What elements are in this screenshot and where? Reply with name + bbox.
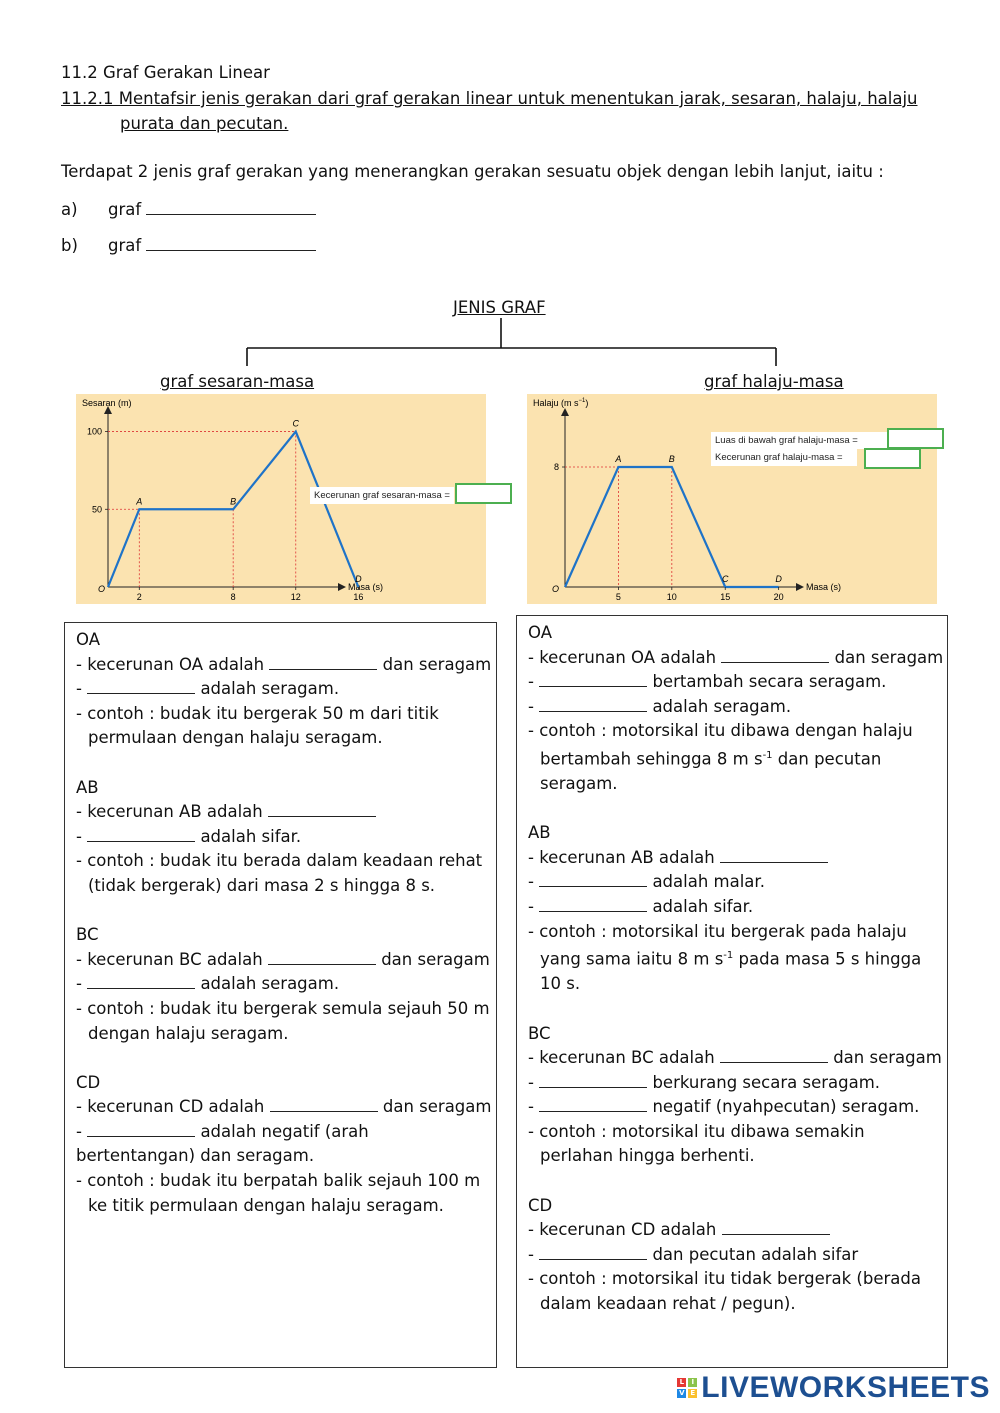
- section-heading: CD: [528, 1195, 553, 1215]
- origin-label: O: [552, 584, 560, 594]
- answer-blank[interactable]: [539, 697, 647, 712]
- logo-tile: L: [677, 1378, 686, 1387]
- chart-velocity-time: [527, 394, 937, 604]
- description-line: dalam keadaan rehat / pegun).: [540, 1294, 796, 1314]
- answer-blank[interactable]: [721, 648, 829, 663]
- liveworksheets-logo: [677, 1371, 990, 1405]
- description-line: - dan pecutan adalah sifar: [528, 1244, 859, 1264]
- objective-line-1: 11.2.1 Mentafsir jenis gerakan dari graf gerakan linear untuk menentukan jarak, sesaran, halaju, halaju: [61, 89, 918, 108]
- x-tick-label: 10: [666, 592, 677, 602]
- answer-blank[interactable]: [720, 1048, 828, 1063]
- answer-blank[interactable]: [87, 974, 195, 989]
- left-description-box: [64, 622, 497, 1368]
- item-text: graf: [108, 236, 142, 255]
- answer-box-velocity-area[interactable]: [887, 428, 944, 449]
- answer-blank[interactable]: [539, 897, 647, 912]
- answer-blank[interactable]: [268, 950, 376, 965]
- description-line: perlahan hingga berhenti.: [540, 1146, 755, 1166]
- x-tick-label: 2: [136, 592, 142, 602]
- description-line: - contoh : budak itu berpatah balik sejauh 100 m: [76, 1171, 481, 1191]
- x-tick-label: 12: [290, 592, 301, 602]
- section-heading: OA: [76, 630, 100, 649]
- tree-connector: [240, 318, 785, 368]
- answer-blank[interactable]: [539, 1097, 647, 1112]
- data-line: [108, 432, 358, 587]
- point-label: C: [292, 418, 300, 429]
- answer-blank[interactable]: [268, 802, 376, 817]
- description-line: - contoh : budak itu berada dalam keadaan rehat: [76, 851, 483, 871]
- hint-velocity-gradient: Kecerunan graf halaju-masa =: [711, 449, 857, 466]
- point-label: B: [230, 496, 237, 507]
- y-axis-label: Sesaran (m): [82, 398, 132, 408]
- x-tick-label: 15: [720, 592, 731, 602]
- description-line: - negatif (nyahpecutan) seragam.: [528, 1097, 920, 1117]
- description-line: - contoh : motorsikal itu dibawa semakin: [528, 1121, 865, 1141]
- section-heading: BC: [76, 925, 99, 945]
- tree-left-label: graf sesaran-masa: [160, 372, 315, 391]
- x-axis-label: Masa (s): [348, 582, 384, 592]
- point-label: A: [615, 454, 622, 464]
- item-text: graf: [108, 200, 142, 219]
- description-line: - adalah seragam.: [76, 679, 340, 699]
- answer-box-velocity-gradient[interactable]: [864, 448, 921, 469]
- answer-blank[interactable]: [539, 1073, 647, 1088]
- answer-blank[interactable]: [539, 1245, 647, 1260]
- intro-item-a: [61, 198, 316, 223]
- description-line: permulaan dengan halaju seragam.: [88, 728, 383, 748]
- answer-box-displacement-gradient[interactable]: [455, 483, 512, 504]
- description-line: - kecerunan BC adalah dan seragam: [76, 949, 490, 969]
- answer-blank[interactable]: [87, 827, 195, 842]
- section-title: 11.2 Graf Gerakan Linear: [61, 63, 270, 82]
- x-tick-label: 5: [615, 592, 621, 602]
- description-line: - adalah seragam.: [76, 974, 340, 994]
- description-line: - contoh : budak itu bergerak 50 m dari titik: [76, 703, 439, 723]
- description-line: - kecerunan AB adalah: [528, 846, 943, 871]
- hint-velocity-area: Luas di bawah graf halaju-masa =: [711, 432, 906, 449]
- answer-blank[interactable]: [146, 236, 316, 251]
- description-line: (tidak bergerak) dari masa 2 s hingga 8 s.: [88, 875, 436, 895]
- answer-blank[interactable]: [87, 679, 195, 694]
- logo-tile: V: [679, 1389, 685, 1397]
- origin-label: O: [98, 584, 106, 594]
- point-label: B: [668, 454, 675, 464]
- graph-velocity-time: [527, 394, 937, 604]
- description-line: - berkurang secara seragam.: [528, 1072, 881, 1092]
- description-line: - bertambah secara seragam.: [528, 672, 887, 692]
- point-label: C: [721, 574, 729, 584]
- description-line: - contoh : budak itu bergerak semula sejauh 50 m: [76, 998, 490, 1018]
- y-tick-label: 100: [86, 426, 102, 437]
- description-line: - kecerunan OA adalah dan seragam: [76, 654, 492, 674]
- graph-displacement-time: [76, 394, 486, 604]
- y-tick-label: 50: [91, 504, 102, 515]
- x-tick-label: 20: [773, 592, 784, 602]
- logo-icon: [677, 1378, 697, 1398]
- description-line: - contoh : motorsikal itu tidak bergerak (berada: [528, 1269, 921, 1289]
- item-label: b): [61, 236, 78, 255]
- section-heading: AB: [528, 823, 551, 843]
- intro-item-b: [61, 234, 316, 259]
- hint-displacement-gradient: Kecerunan graf sesaran-masa =: [310, 487, 454, 504]
- description-line: 10 s.: [540, 974, 581, 994]
- description-line: ke titik permulaan dengan halaju seragam.: [88, 1195, 444, 1215]
- answer-blank[interactable]: [270, 1097, 378, 1112]
- logo-tile: I: [688, 1378, 697, 1387]
- point-label: A: [136, 496, 143, 507]
- answer-blank[interactable]: [539, 672, 647, 687]
- answer-blank[interactable]: [720, 848, 828, 863]
- description-line: bertentangan) dan seragam.: [76, 1146, 315, 1166]
- x-axis-label: Masa (s): [806, 582, 842, 592]
- logo-text: LIVEWORKSHEETS: [701, 1371, 990, 1404]
- answer-blank[interactable]: [146, 200, 316, 215]
- description-line: - adalah malar.: [528, 872, 765, 892]
- section-heading: CD: [76, 1072, 101, 1092]
- point-label: D: [775, 574, 782, 584]
- section-heading: AB: [76, 777, 99, 797]
- description-line: - kecerunan CD adalah dan seragam: [76, 1097, 492, 1117]
- answer-blank[interactable]: [722, 1220, 830, 1235]
- answer-blank[interactable]: [539, 872, 647, 887]
- description-line: yang sama iaitu 8 m $s^{-1}$ pada masa 5 s hingga: [540, 949, 922, 969]
- tree-root: JENIS GRAF: [453, 298, 546, 317]
- description-line: - adalah sifar.: [528, 897, 754, 917]
- objective-line-2: purata dan pecutan.: [120, 114, 289, 133]
- point-label: D: [355, 574, 362, 584]
- section-heading: BC: [528, 1023, 551, 1043]
- description-line: bertambah sehingga 8 m $s^{-1}$ dan pecutan: [540, 749, 882, 769]
- description-line: dengan halaju seragam.: [88, 1023, 289, 1043]
- description-line: - kecerunan BC adalah dan seragam: [528, 1048, 942, 1068]
- answer-blank[interactable]: [87, 1122, 195, 1137]
- description-line: - adalah sifar.: [76, 826, 302, 846]
- right-description-box: [516, 615, 948, 1368]
- tree-right-label: graf halaju-masa: [704, 372, 844, 391]
- logo-tile: E: [688, 1389, 697, 1398]
- description-line: - kecerunan AB adalah: [76, 800, 491, 825]
- description-line: - kecerunan OA adalah dan seragam: [528, 647, 944, 667]
- x-tick-label: 8: [230, 592, 236, 602]
- item-label: a): [61, 200, 78, 219]
- answer-blank[interactable]: [269, 655, 377, 670]
- description-line: - adalah seragam.: [528, 696, 792, 716]
- description-line: - adalah negatif (arah: [76, 1121, 369, 1141]
- description-line: - contoh : motorsikal itu dibawa dengan halaju: [528, 721, 913, 741]
- description-line: seragam.: [540, 774, 618, 794]
- x-tick-label: 16: [353, 592, 364, 602]
- y-tick-label: 8: [553, 462, 559, 472]
- section-heading: OA: [528, 623, 552, 642]
- intro-text: Terdapat 2 jenis graf gerakan yang menerangkan gerakan sesuatu objek dengan lebih lanjut, iaitu :: [61, 162, 884, 181]
- description-line: - contoh : motorsikal itu bergerak pada halaju: [528, 921, 907, 941]
- y-axis-label: Halaju (m $s^{-1}$): [533, 398, 589, 408]
- description-line: - kecerunan CD adalah: [528, 1218, 943, 1243]
